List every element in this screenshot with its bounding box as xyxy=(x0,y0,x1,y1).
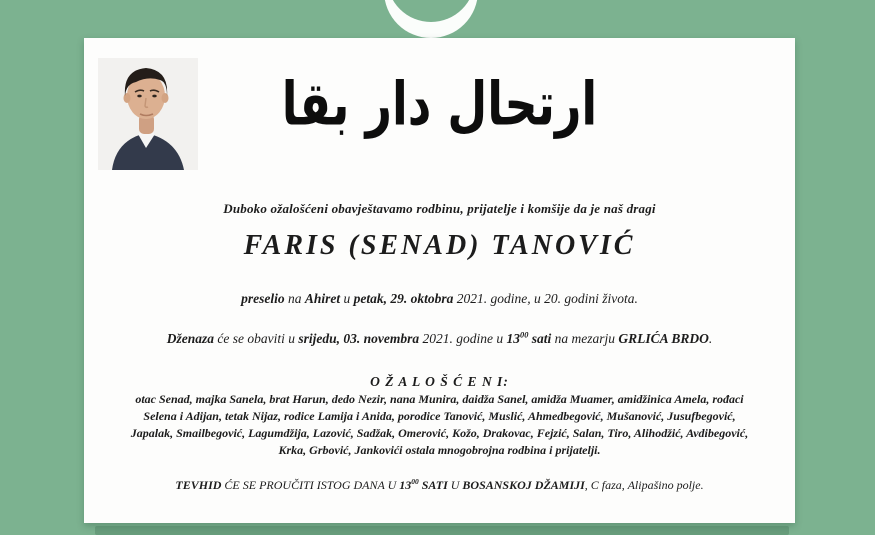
tevhid-line: TEVHID ĆE SE PROUČITI ISTOG DANA U $13^{00}$ SATI U BOSANSKOJ DŽAMIJI, C faza, Alipašino polje. xyxy=(175,477,704,492)
funeral-info-line: Dženaza će se obaviti u srijedu, 03. novembra 2021. godine u $13^{00}$ sati na mezarju GRLIĆA BRDO. xyxy=(166,330,713,346)
deceased-name: FARIS (SENAD) TANOVIĆ xyxy=(243,230,636,261)
mourners-line-1: otac Senad, majka Sanela, brat Harun, dedo Nezir, nana Munira, daidža Sanel, amidža Muamer, amidžinica Amela, rođaci xyxy=(135,392,744,406)
death-date-line: preselio na Ahiret u petak, 29. oktobra 2021. godine, u 20. godini života. xyxy=(241,291,638,306)
mourners-line-3: Japalak, Smailbegović, Lagumdžija, Lazović, Sadžak, Omerović, Kožo, Drakovac, Fejzić, Salan, Tiro, Alihodžić, Avdibegović, xyxy=(130,426,749,440)
intro-text: Duboko ožalošćeni obavještavamo rodbinu, prijatelje i komšije da je naš dragi xyxy=(223,201,656,216)
arabic-calligraphy: ارتحال دار بقا xyxy=(281,68,598,139)
memorial-card xyxy=(84,38,795,523)
crescent-moon-icon xyxy=(378,0,490,40)
mourners-line-4: Krka, Grbović, Jankovići ostala mnogobrojna rodbina i prijatelji. xyxy=(278,443,601,457)
card-bottom-shadow xyxy=(95,526,789,535)
mourners-line-2: Selena i Adijan, tetak Nijaz, rodice Lamija i Anida, porodice Tanović, Muslić, Ahmedbegović, Mušanović, Jusufbegović, xyxy=(143,409,736,423)
mourners-heading: O Ž A L O Š Ć E N I: xyxy=(370,374,509,389)
mourners-list xyxy=(84,391,795,459)
